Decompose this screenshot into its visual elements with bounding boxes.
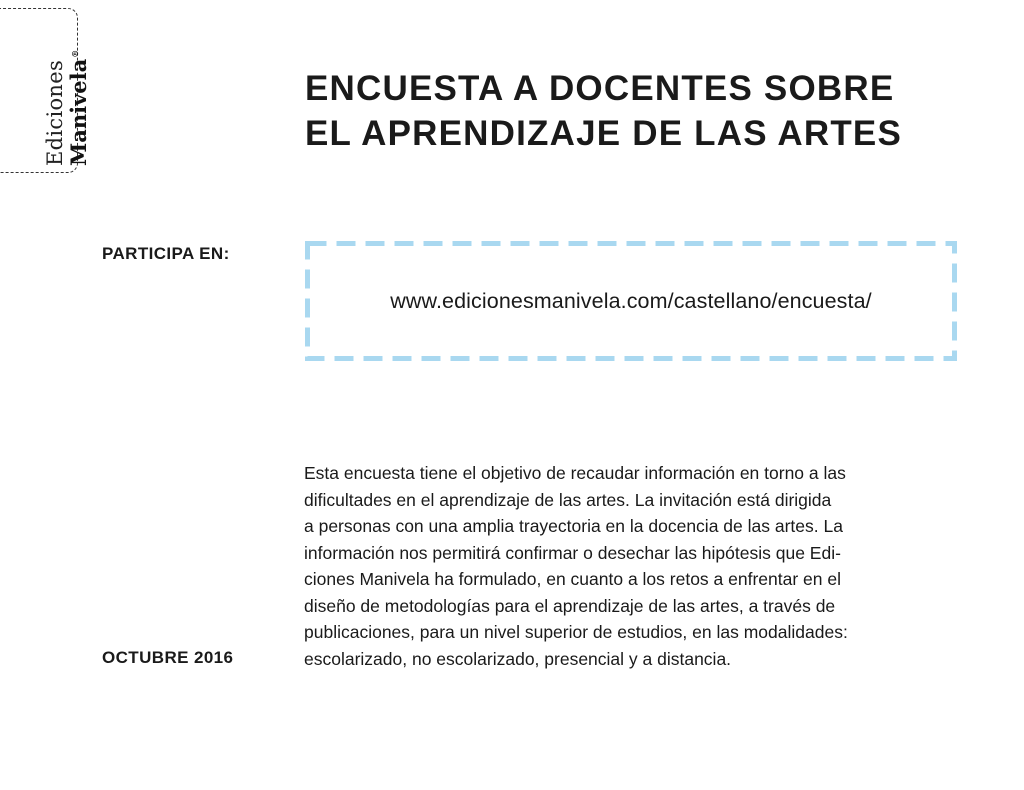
description-line: dificultades en el aprendizaje de las artes. La invitación está dirigida xyxy=(304,489,832,510)
logo-tab xyxy=(0,8,91,173)
description-line: escolarizado, no escolarizado, presencial y a distancia. xyxy=(304,648,732,669)
description-line: ciones Manivela ha formulado, en cuanto a los retos a enfrentar en el xyxy=(304,569,841,589)
registered-mark: ® xyxy=(70,49,80,58)
url-box xyxy=(305,241,957,361)
logo-brand-name: Manivela xyxy=(66,58,91,166)
description-line: Esta encuesta tiene el objetivo de recaudar información en torno a las xyxy=(304,463,846,483)
page-title xyxy=(305,66,1005,156)
logo xyxy=(45,50,89,166)
description-line: publicaciones, para un nivel superior de estudios, en las modalidades: xyxy=(304,622,848,642)
date-label: OCTUBRE 2016 xyxy=(102,648,234,667)
survey-url-link[interactable]: www.edicionesmanivela.com/castellano/encuesta/ xyxy=(390,288,872,313)
logo-text-ediciones: Ediciones xyxy=(43,59,67,166)
title-line-1: ENCUESTA A DOCENTES SOBRE xyxy=(305,69,895,108)
description-line: diseño de metodologías para el aprendizaje de las artes, a través de xyxy=(304,595,836,616)
description-line: a personas con una amplia trayectoria en la docencia de las artes. La xyxy=(304,516,843,536)
logo-text-manivela xyxy=(68,50,89,166)
description-paragraph xyxy=(304,460,944,672)
participa-label: PARTICIPA EN: xyxy=(102,244,230,263)
title-line-2: EL APRENDIZAJE DE LAS ARTES xyxy=(305,114,903,153)
description-line: información nos permitirá confirmar o desechar las hipótesis que Edi- xyxy=(304,542,841,563)
